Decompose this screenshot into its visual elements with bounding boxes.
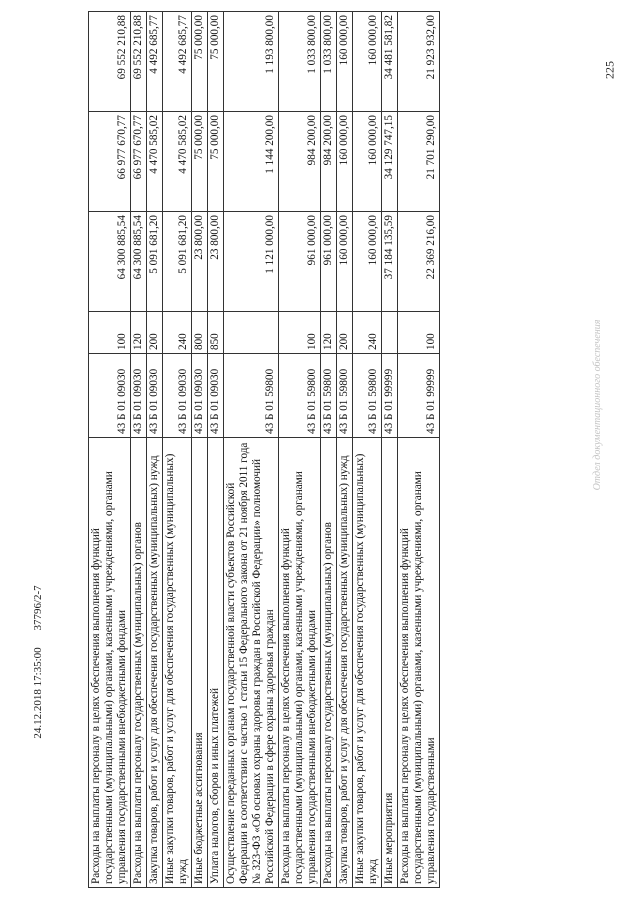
row-code-cell: 43 Б 01 09030 bbox=[131, 354, 147, 438]
row-sum-2-cell: 75 000,00 bbox=[192, 112, 208, 212]
row-sum-3-cell: 75 000,00 bbox=[192, 12, 208, 112]
row-type-cell: 100 bbox=[89, 312, 131, 354]
row-name-cell: Расходы на выплаты персоналу в целях обеспечения выполнения функций государственными (муниципальными) органами, казенными учреждениями, органами управления государственными внебюджетными фондами bbox=[89, 438, 131, 888]
row-type-cell: 850 bbox=[208, 312, 224, 354]
row-type-cell: 200 bbox=[147, 312, 163, 354]
row-type-cell: 120 bbox=[131, 312, 147, 354]
row-sum-1-cell: 160 000,00 bbox=[353, 212, 382, 312]
row-sum-3-cell: 160 000,00 bbox=[337, 12, 353, 112]
row-name-cell: Расходы на выплаты персоналу государственных (муниципальных) органов bbox=[131, 438, 147, 888]
rotated-page-area bbox=[88, 12, 578, 888]
row-sum-3-cell: 21 923 932,00 bbox=[398, 12, 440, 112]
table-row bbox=[163, 12, 192, 888]
table-row bbox=[89, 12, 131, 888]
row-type-cell: 120 bbox=[321, 312, 337, 354]
row-sum-2-cell: 21 701 290,00 bbox=[398, 112, 440, 212]
page-number: 225 bbox=[602, 61, 617, 79]
row-code-cell: 43 Б 01 09030 bbox=[208, 354, 224, 438]
table-row bbox=[131, 12, 147, 888]
row-sum-1-cell: 160 000,00 bbox=[337, 212, 353, 312]
row-code-cell: 43 Б 01 09030 bbox=[147, 354, 163, 438]
table-body bbox=[89, 12, 440, 888]
row-type-cell bbox=[224, 312, 279, 354]
row-sum-1-cell: 5 091 681,20 bbox=[147, 212, 163, 312]
row-sum-3-cell: 34 481 581,82 bbox=[382, 12, 398, 112]
row-type-cell: 240 bbox=[353, 312, 382, 354]
table-row bbox=[147, 12, 163, 888]
row-sum-2-cell: 984 200,00 bbox=[279, 112, 321, 212]
row-sum-3-cell: 160 000,00 bbox=[353, 12, 382, 112]
footer-doc-id: 37796/2-7 bbox=[32, 585, 44, 631]
row-sum-1-cell: 5 091 681,20 bbox=[163, 212, 192, 312]
row-name-cell: Уплата налогов, сборов и иных платежей bbox=[208, 438, 224, 888]
row-sum-1-cell: 23 800,00 bbox=[192, 212, 208, 312]
row-sum-2-cell: 66 977 670,77 bbox=[89, 112, 131, 212]
row-code-cell: 43 Б 01 59800 bbox=[224, 354, 279, 438]
row-sum-1-cell: 64 300 885,54 bbox=[131, 212, 147, 312]
row-name-cell: Закупка товаров, работ и услуг для обеспечения государственных (муниципальных) нужд bbox=[147, 438, 163, 888]
row-sum-3-cell: 1 033 800,00 bbox=[321, 12, 337, 112]
row-type-cell bbox=[382, 312, 398, 354]
row-sum-3-cell: 4 492 685,77 bbox=[147, 12, 163, 112]
row-sum-1-cell: 961 000,00 bbox=[321, 212, 337, 312]
row-code-cell: 43 Б 01 59800 bbox=[337, 354, 353, 438]
row-type-cell: 200 bbox=[337, 312, 353, 354]
table-row bbox=[208, 12, 224, 888]
row-code-cell: 43 Б 01 09030 bbox=[163, 354, 192, 438]
row-name-cell: Иные закупки товаров, работ и услуг для обеспечения государственных (муниципальных) нужд bbox=[163, 438, 192, 888]
row-name-cell: Иные бюджетные ассигнования bbox=[192, 438, 208, 888]
row-sum-1-cell: 22 369 216,00 bbox=[398, 212, 440, 312]
table-row bbox=[192, 12, 208, 888]
row-code-cell: 43 Б 01 59800 bbox=[321, 354, 337, 438]
row-code-cell: 43 Б 01 99999 bbox=[382, 354, 398, 438]
row-sum-3-cell: 1 193 800,00 bbox=[224, 12, 279, 112]
footer-stamp bbox=[32, 571, 44, 738]
row-code-cell: 43 Б 01 59800 bbox=[279, 354, 321, 438]
watermark-text: Отдел документационного обеспечения bbox=[592, 319, 603, 491]
row-sum-2-cell: 160 000,00 bbox=[337, 112, 353, 212]
row-code-cell: 43 Б 01 09030 bbox=[89, 354, 131, 438]
row-type-cell: 100 bbox=[279, 312, 321, 354]
table-row bbox=[224, 12, 279, 888]
row-sum-1-cell: 23 800,00 bbox=[208, 212, 224, 312]
table-row bbox=[321, 12, 337, 888]
row-type-cell: 800 bbox=[192, 312, 208, 354]
row-name-cell: Иные закупки товаров, работ и услуг для обеспечения государственных (муниципальных) нужд bbox=[353, 438, 382, 888]
budget-table bbox=[88, 11, 440, 888]
table-row bbox=[353, 12, 382, 888]
table-row bbox=[382, 12, 398, 888]
row-sum-2-cell: 4 470 585,02 bbox=[147, 112, 163, 212]
row-sum-3-cell: 75 000,00 bbox=[208, 12, 224, 112]
row-name-cell: Расходы на выплаты персоналу государственных (муниципальных) органов bbox=[321, 438, 337, 888]
row-type-cell: 100 bbox=[398, 312, 440, 354]
row-sum-1-cell: 961 000,00 bbox=[279, 212, 321, 312]
row-sum-3-cell: 69 552 210,88 bbox=[131, 12, 147, 112]
table-row bbox=[398, 12, 440, 888]
row-name-cell: Расходы на выплаты персоналу в целях обеспечения выполнения функций государственными (муниципальными) органами, казенными учреждениями, органами управления государственными внебюджетными фондами bbox=[279, 438, 321, 888]
row-sum-3-cell: 4 492 685,77 bbox=[163, 12, 192, 112]
row-sum-2-cell: 75 000,00 bbox=[208, 112, 224, 212]
row-type-cell: 240 bbox=[163, 312, 192, 354]
row-sum-1-cell: 64 300 885,54 bbox=[89, 212, 131, 312]
row-name-cell: Иные мероприятия bbox=[382, 438, 398, 888]
row-name-cell: Закупка товаров, работ и услуг для обеспечения государственных (муниципальных) нужд bbox=[337, 438, 353, 888]
row-sum-2-cell: 66 977 670,77 bbox=[131, 112, 147, 212]
row-sum-2-cell: 34 129 747,15 bbox=[382, 112, 398, 212]
table-frame bbox=[88, 12, 578, 888]
row-sum-1-cell: 37 184 135,59 bbox=[382, 212, 398, 312]
row-code-cell: 43 Б 01 09030 bbox=[192, 354, 208, 438]
row-sum-1-cell: 1 121 000,00 bbox=[224, 212, 279, 312]
footer-date: 24.12.2018 17:35:00 bbox=[32, 647, 44, 739]
table-row bbox=[337, 12, 353, 888]
watermark-stamp bbox=[592, 320, 604, 491]
row-sum-2-cell: 984 200,00 bbox=[321, 112, 337, 212]
row-name-cell: Расходы на выплаты персоналу в целях обеспечения выполнения функций государственными (муниципальными) органами, казенными учреждениями, органами управления государственными bbox=[398, 438, 440, 888]
row-code-cell: 43 Б 01 99999 bbox=[398, 354, 440, 438]
row-sum-3-cell: 69 552 210,88 bbox=[89, 12, 131, 112]
row-sum-2-cell: 4 470 585,02 bbox=[163, 112, 192, 212]
row-sum-2-cell: 1 144 200,00 bbox=[224, 112, 279, 212]
table-row bbox=[279, 12, 321, 888]
row-name-cell: Осуществление переданных органам государственной власти субъектов Российской Федерации в соответствии с частью 1 статьи 15 Федерального закона от 21 ноября 2011 года № 323-ФЗ «Об основах охраны здоровья граждан в Российской Федерации» полномочий Российской Федерации в сфере охраны здоровья граждан bbox=[224, 438, 279, 888]
row-code-cell: 43 Б 01 59800 bbox=[353, 354, 382, 438]
row-sum-2-cell: 160 000,00 bbox=[353, 112, 382, 212]
row-sum-3-cell: 1 033 800,00 bbox=[279, 12, 321, 112]
